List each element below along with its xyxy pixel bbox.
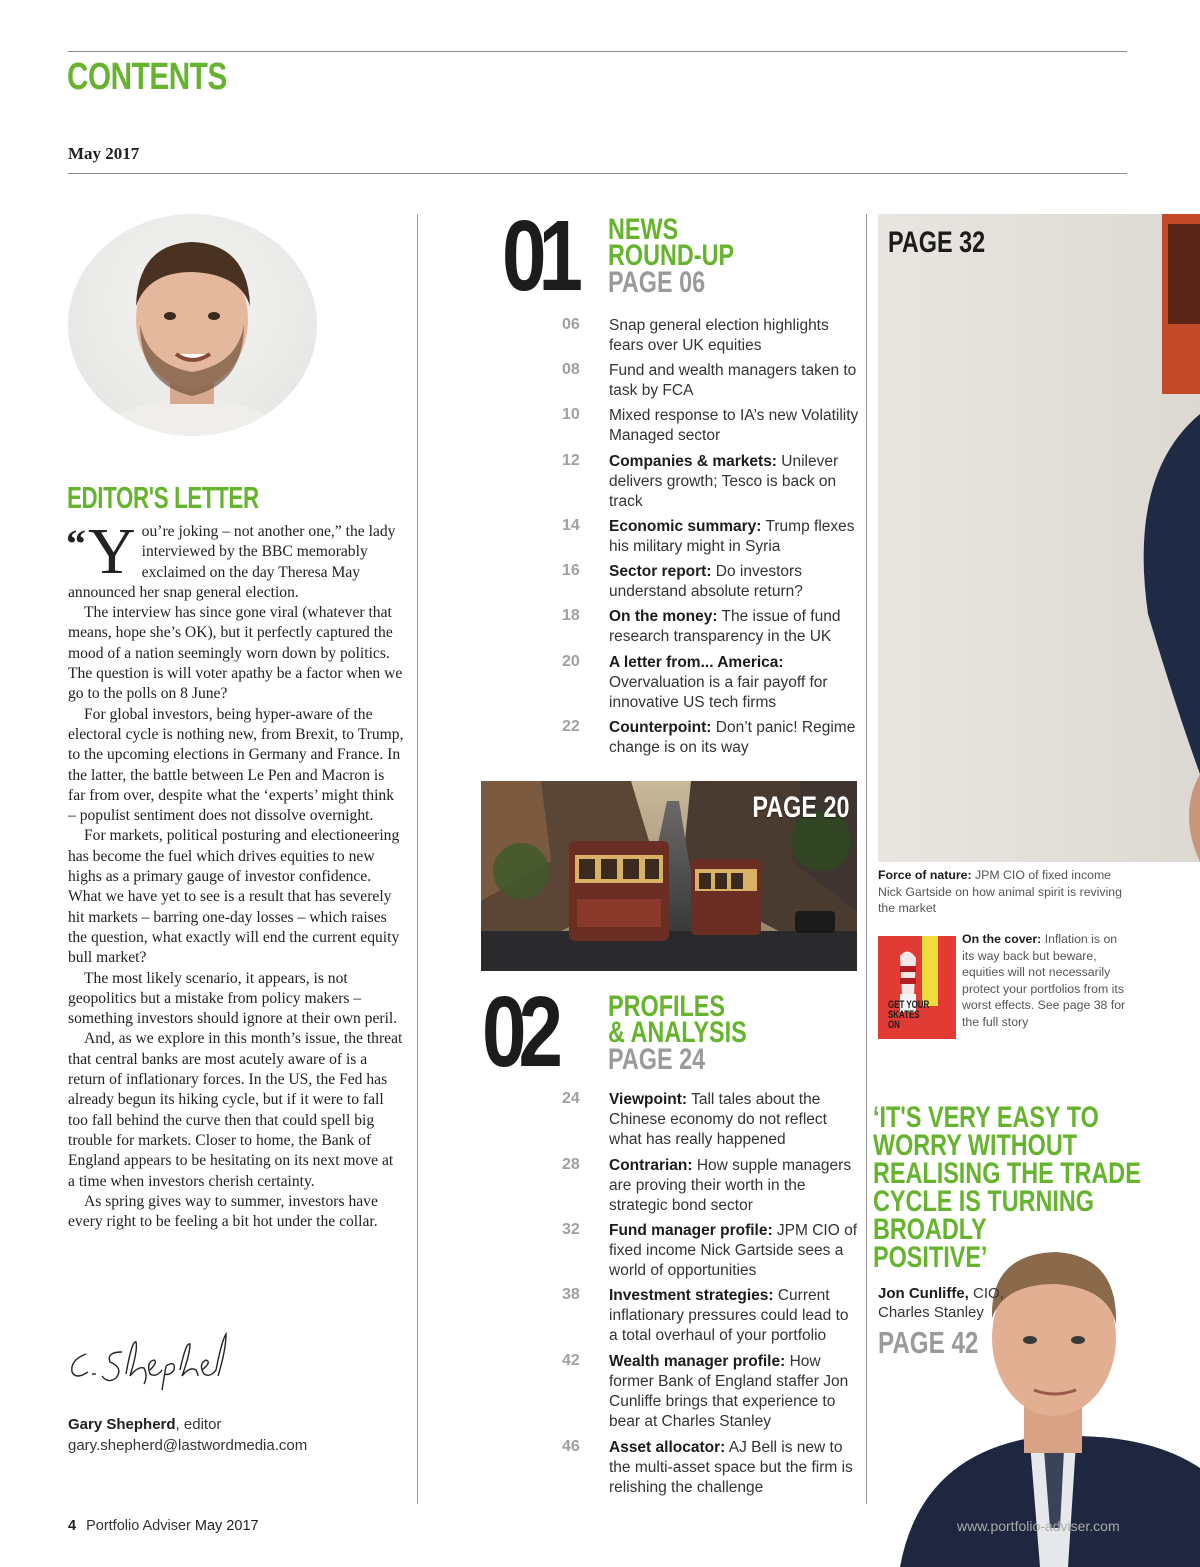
toc-kicker: Fund manager profile: — [609, 1222, 773, 1239]
toc-page-number: 14 — [562, 517, 580, 534]
page-20-label[interactable]: PAGE 20 — [751, 791, 849, 824]
letter-text: ou’re joking – not another one,” the lady interviewed by the BBC memorably exclaimed on the day Theresa May announced her snap general election. — [68, 523, 396, 601]
toc-kicker: Asset allocator: — [609, 1439, 726, 1456]
letter-paragraph: As spring gives way to summer, investors have every right to be feeling a bit hot under the collar. — [68, 1192, 378, 1231]
editor-letter-body — [66, 515, 404, 1232]
toc-kicker: Companies & markets: — [609, 453, 777, 470]
toc-description: Asset allocator: AJ Bell is new to the multi-asset space but the firm is relishing the challenge — [609, 1439, 853, 1496]
issue-date: May 2017 — [68, 144, 140, 163]
quote-role: CIO, — [968, 1285, 1004, 1302]
toc-page-number: 28 — [562, 1156, 580, 1173]
toc-page-number: 38 — [562, 1286, 580, 1303]
pull-quote — [873, 1101, 1141, 1274]
quote-line: ‘IT'S VERY EASY TO — [873, 1101, 1099, 1134]
toc-page-number: 08 — [562, 361, 580, 378]
drop-cap: Y — [88, 515, 136, 588]
page-42-label[interactable]: PAGE 42 — [878, 1325, 979, 1360]
quote-name: Jon Cunliffe, — [878, 1285, 969, 1302]
column-divider-right — [866, 214, 867, 1504]
toc-page-number: 32 — [562, 1221, 580, 1238]
page-32-label[interactable]: PAGE 32 — [888, 226, 986, 259]
quote-company: Charles Stanley — [878, 1304, 984, 1321]
letter-paragraph: For global investors, being hyper-aware of the electoral cycle is nothing new, from Brexit, to Trump, to the upcoming elections in Germany and France. In the latter, the battle between Le Pen and Macron is far from over, despite what the ‘experts’ might think – populist sentiment does not dissolve overnight. — [68, 705, 404, 825]
cover-caption — [962, 931, 1128, 1030]
toc-description: A letter from... America: Overvaluation is a fair payoff for innovative US tech firms — [609, 654, 828, 711]
section-page-link[interactable]: PAGE 24 — [608, 1043, 706, 1076]
editor-email[interactable]: gary.shepherd@lastwordmedia.com — [68, 1437, 308, 1454]
toc-kicker: Investment strategies: — [609, 1287, 774, 1304]
caption-text: Inflation is on its way back but beware, equities will not necessarily protect your portfolios from its worst effects. See page 38 for the full story — [962, 932, 1126, 1029]
toc-description: Wealth manager profile: How former Bank of England staffer Jon Cunliffe brings that experience to bear at Charles Stanley — [609, 1353, 849, 1430]
cover-headline: GET YOUR SKATES ON — [888, 999, 930, 1031]
toc-page-number: 22 — [562, 718, 580, 735]
caption-text: JPM CIO of fixed income Nick Gartside on how animal spirit is reviving the market — [878, 868, 1122, 915]
editor-photo — [68, 214, 317, 436]
letter-paragraph: The most likely scenario, it appears, is not geopolitics but a mistake from policy makers – something investors should ignore at their own peril. — [68, 969, 398, 1028]
toc-page-number: 06 — [562, 316, 580, 333]
toc-page-number: 16 — [562, 562, 580, 579]
footer-url[interactable]: www.portfolio-adviser.com — [957, 1518, 1120, 1534]
letter-paragraph: And, as we explore in this month’s issue, the threat that central banks are most acutely aware of is a return of inflationary forces. In the US, the Fed has already begun its hiking cycle, but if it were to fall too fall behind the curve then that could spell big trouble for markets. Closer to home, the Bank of England appears to be hesitating on its next move at a time when investors cherish certainty. — [68, 1030, 403, 1190]
toc-kicker: Viewpoint: — [609, 1091, 688, 1108]
section-title-line2: ROUND-UP — [608, 239, 735, 272]
toc-kicker: Sector report: — [609, 563, 712, 580]
toc-description: Companies & markets: Unilever delivers growth; Tesco is back on track — [609, 453, 839, 510]
quote-line: REALISING THE TRADE — [873, 1157, 1141, 1190]
editor-name: Gary Shepherd — [68, 1416, 176, 1433]
toc-description: Contrarian: How supple managers are proving their worth in the strategic bond sector — [609, 1157, 852, 1214]
editor-signature — [66, 1330, 236, 1392]
toc-description: Mixed response to IA’s new Volatility Managed sector — [609, 407, 859, 444]
toc-page-number: 12 — [562, 452, 580, 469]
toc-description: Economic summary: Trump flexes his military might in Syria — [609, 518, 855, 555]
quote-line: BROADLY — [873, 1213, 987, 1246]
toc-page-number: 10 — [562, 406, 580, 423]
quote-attribution — [878, 1284, 1004, 1322]
caption-bold: Force of nature: — [878, 868, 972, 882]
toc-description: Fund manager profile: JPM CIO of fixed income Nick Gartside sees a world of opportunities — [609, 1222, 858, 1279]
letter-paragraph — [66, 515, 404, 603]
date-rule — [68, 173, 1127, 174]
section-number-01: 01 — [502, 200, 575, 312]
magazine-cover-thumbnail[interactable] — [878, 936, 956, 1039]
footer-month: May 2017 — [194, 1518, 259, 1534]
section-title-line2: & ANALYSIS — [608, 1016, 747, 1049]
caption-bold: On the cover: — [962, 932, 1042, 946]
toc-description: Fund and wealth managers taken to task by FCA — [609, 362, 857, 399]
feature-photo — [878, 214, 1200, 862]
toc-page-number: 20 — [562, 653, 580, 670]
footer-publication: Portfolio Adviser — [86, 1518, 191, 1534]
section-title-line1: PROFILES — [608, 990, 726, 1023]
toc-description: Viewpoint: Tall tales about the Chinese economy do not reflect what has really happened — [609, 1091, 827, 1148]
quote-line: CYCLE IS TURNING — [873, 1185, 1095, 1218]
footer-page-number: 4 — [68, 1518, 77, 1534]
feature-caption — [878, 867, 1128, 917]
page-title: CONTENTS — [67, 56, 227, 98]
quote-line: WORRY WITHOUT — [873, 1129, 1078, 1162]
toc-description: Sector report: Do investors understand absolute return? — [609, 563, 803, 600]
quote-line: POSITIVE’ — [873, 1241, 988, 1274]
editor-byline — [68, 1416, 221, 1433]
toc-kicker: Counterpoint: — [609, 719, 712, 736]
toc-description: Snap general election highlights fears over UK equities — [609, 317, 829, 354]
toc-description: Counterpoint: Don’t panic! Regime change is on its way — [609, 719, 856, 756]
cable-car-photo — [481, 781, 857, 971]
editor-role: , editor — [175, 1416, 222, 1433]
drop-quote: “ — [66, 521, 86, 566]
toc-page-number: 42 — [562, 1352, 580, 1369]
toc-kicker: Economic summary: — [609, 518, 762, 535]
footer-folio — [68, 1518, 259, 1534]
letter-paragraph: The interview has since gone viral (whatever that means, hope she’s OK), but it perfectly captured the mood of a nation seemingly worn down by politics. The question is will voter apathy be a factor when we go to the polls on 8 June? — [68, 604, 403, 703]
toc-kicker: Contrarian: — [609, 1157, 693, 1174]
column-divider-left — [417, 214, 418, 1504]
section-title-line1: NEWS — [608, 213, 679, 246]
section-number-02: 02 — [482, 976, 555, 1088]
toc-kicker: Wealth manager profile: — [609, 1353, 786, 1370]
toc-description: On the money: The issue of fund research transparency in the UK — [609, 608, 841, 645]
top-rule — [68, 51, 1127, 52]
toc-kicker: On the money: — [609, 608, 718, 625]
toc-kicker: A letter from... America: — [609, 654, 784, 671]
letter-paragraph: For markets, political posturing and electioneering has become the fuel which drives equities to new highs as a primary gauge of investor confidence. What we have yet to see is a result that has severely hit markets – barring one-day losses – which raises the question, what exactly will end the current equity bull market? — [68, 827, 400, 967]
toc-page-number: 46 — [562, 1438, 580, 1455]
toc-description: Investment strategies: Current inflationary pressures could lead to a total overhaul of your portfolio — [609, 1287, 849, 1344]
toc-page-number: 18 — [562, 607, 580, 624]
cunliffe-photo — [880, 1228, 1200, 1567]
toc-page-number: 24 — [562, 1090, 580, 1107]
editor-letter-heading: EDITOR'S LETTER — [67, 480, 259, 515]
section-page-link[interactable]: PAGE 06 — [608, 266, 706, 299]
